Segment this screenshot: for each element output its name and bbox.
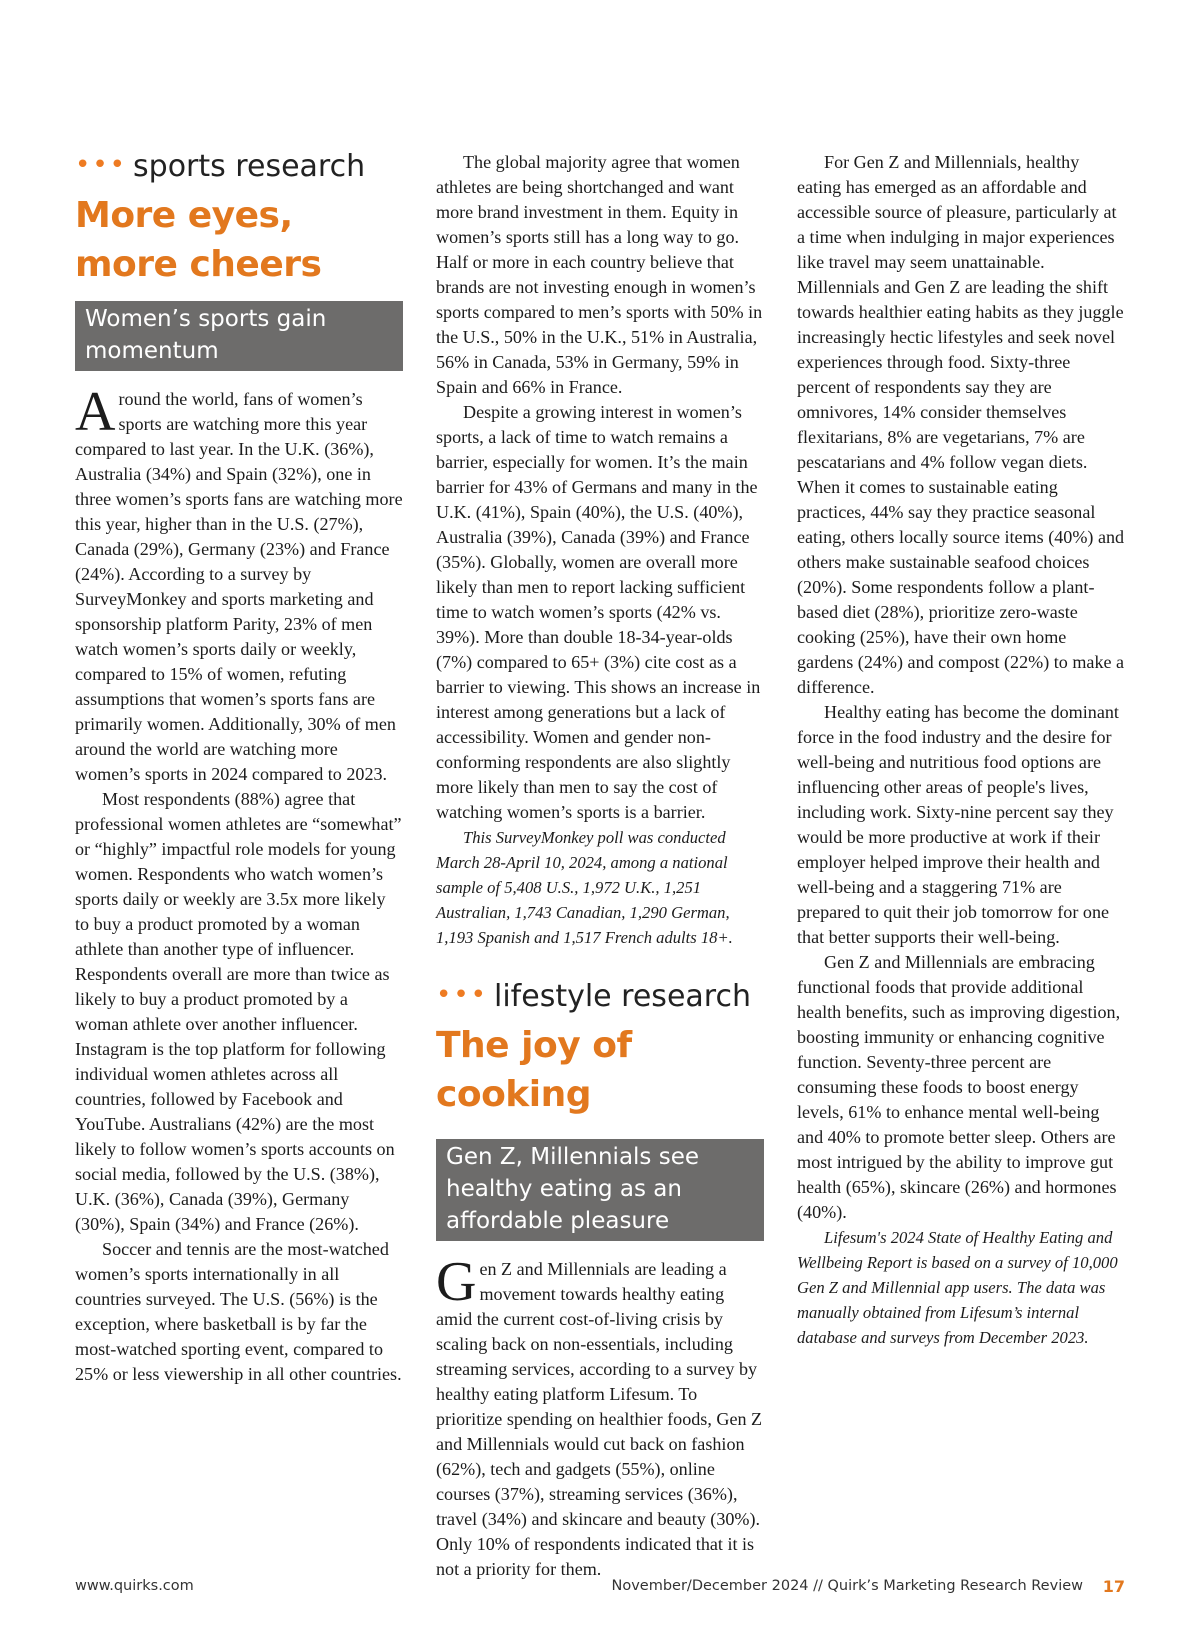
lifestyle-paragraph-3: Healthy eating has become the dominant force in the food industry and the desire for well-being and nutritious food options are influencing other areas of people's lives, including work. Sixty-nine percent say they would be more productive at work if their employer helped improve their health and well-being and a staggering 71% are prepared to quit their job tomorrow for one that better supports their well-being. <box>797 702 1119 947</box>
sports-paragraph-1 <box>75 381 403 787</box>
page-number: 17 <box>1102 1577 1125 1596</box>
sports-kicker-text: sports research <box>133 149 366 184</box>
lifestyle-headline: The joy of cooking <box>436 1025 632 1115</box>
lifestyle-body-part-2 <box>797 150 1125 1350</box>
column-3 <box>797 150 1125 1350</box>
lifestyle-dropcap: G <box>436 1251 477 1313</box>
sports-paragraph-2: Most respondents (88%) agree that professional women athletes are “somewhat” or “highly” impactful role models for young women. Respondents who watch women’s sports daily or weekly are 3.5x more likely to buy a product promoted by a woman athlete than another type of influencer. Respondents overall are more than twice as likely to buy a product promoted by a woman athlete over another influencer. Instagram is the top platform for following individual women athletes across all countries, followed by Facebook and YouTube. Australians (42%) are the most likely to follow women’s sports accounts on social media, followed by the U.S. (38%), U.K. (36%), Canada (39%), Germany (30%), Spain (34%) and France (26%). <box>75 789 402 1234</box>
footer-issue: November/December 2024 // Quirk’s Marketing Research Review <box>611 1578 1083 1594</box>
lifestyle-paragraph-1-text: en Z and Millennials are leading a movement towards healthy eating amid the current cost-of-living crisis by scaling back on non-essentials, including streaming services, according to a survey by healthy eating platform Lifesum. To prioritize spending on healthier foods, Gen Z and Millennials would cut back on fashion (62%), tech and gadgets (55%), online courses (37%), streaming services (36%), travel (34%) and skincare and beauty (30%). Only 10% of respondents indicated that it is not a priority for them. <box>436 1259 763 1579</box>
lifestyle-body-part-1 <box>436 1251 764 1582</box>
column-1 <box>75 150 403 1387</box>
lifestyle-paragraph-1 <box>436 1251 764 1582</box>
sports-dropcap: A <box>75 381 116 443</box>
sports-subhead: Women’s sports gain momentum <box>75 301 403 371</box>
sports-paragraph-5: Despite a growing interest in women’s sports, a lack of time to watch remains a barrier, especially for women. It’s the main barrier for 43% of Germans and many in the U.K. (41%), Spain (40%), the U.S. (40%), Australia (39%), Canada (39%) and France (35%). Globally, women are overall more likely than men to report lacking sufficient time to watch women’s sports (42% vs. 39%). More than double 18-34-year-olds (7%) compared to 65+ (3%) cite cost as a barrier to viewing. This shows an increase in interest among generations but a lack of accessibility. Women and gender non-conforming respondents are also slightly more likely than men to say the cost of watching women’s sports is a barrier. <box>436 402 761 822</box>
sports-body-part-1 <box>75 381 403 1387</box>
lifestyle-kicker <box>436 980 764 1013</box>
lifestyle-subhead: Gen Z, Millennials see healthy eating as an affordable pleasure <box>436 1139 764 1241</box>
sports-paragraph-3: Soccer and tennis are the most-watched women’s sports internationally in all countries surveyed. The U.S. (56%) is the exception, where basketball is by far the most-watched sporting event, compared to 25% or less viewership in all other countries. <box>75 1239 402 1384</box>
sports-paragraph-4: The global majority agree that women athletes are being shortchanged and want more brand investment in them. Equity in women’s sports still has a long way to go. Half or more in each country believe that brands are not investing enough in women’s sports compared to men’s sports with 50% in the U.S., 50% in the U.K., 51% in Australia, 56% in Canada, 53% in Germany, 59% in Spain and 66% in France. <box>436 152 763 397</box>
kicker-dots-icon: ••• <box>75 150 128 180</box>
sports-kicker <box>75 150 403 183</box>
lifestyle-methodology-note: Lifesum's 2024 State of Healthy Eating and Wellbeing Report is based on a survey of 10,000 Gen Z and Millennial app users. The data was manually obtained from Lifesum’s internal database and surveys from December 2023. <box>797 1228 1118 1347</box>
lifestyle-paragraph-2: For Gen Z and Millennials, healthy eating has emerged as an affordable and accessible source of pleasure, particularly at a time when indulging in major experiences like travel may seem unattainable. Millennials and Gen Z are leading the shift towards healthier eating habits as they juggle increasingly hectic lifestyles and seek novel experiences through food. Sixty-three percent of respondents say they are omnivores, 14% consider themselves flexitarians, 8% are vegetarians, 7% are pescatarians and 4% follow vegan diets. When it comes to sustainable eating practices, 44% say they practice seasonal eating, others locally source items (40%) and others make sustainable seafood choices (20%). Some respondents follow a plant-based diet (28%), prioritize zero-waste cooking (25%), have their own home gardens (24%) and compost (22%) to make a difference. <box>797 152 1125 697</box>
sports-body-part-2 <box>436 150 764 950</box>
sports-headline: More eyes, more cheers <box>75 195 322 285</box>
sports-methodology-note: This SurveyMonkey poll was conducted March 28-April 10, 2024, among a national sample of 5,408 U.S., 1,972 U.K., 1,251 Australian, 1,743 Canadian, 1,290 German, 1,193 Spanish and 1,517 French adults 18+. <box>436 828 733 947</box>
lifestyle-paragraph-4: Gen Z and Millennials are embracing functional foods that provide additional health benefits, such as improving digestion, boosting immunity or enhancing cognitive function. Seventy-three percent are consuming these foods to boost energy levels, 61% to enhance mental well-being and 40% to promote better sleep. Others are most intrigued by the ability to improve gut health (65%), skincare (26%) and hormones (40%). <box>797 952 1121 1222</box>
sports-paragraph-1-text: round the world, fans of women’s sports are watching more this year compared to last year. In the U.K. (36%), Australia (34%) and Spain (32%), one in three women’s sports fans are watching more this year, higher than in the U.S. (27%), Canada (29%), Germany (23%) and France (24%). According to a survey by SurveyMonkey and sports marketing and sponsorship platform Parity, 23% of men watch women’s sports daily or weekly, compared to 15% of women, refuting assumptions that women’s sports fans are primarily women. Additionally, 30% of men around the world are watching more women’s sports in 2024 compared to 2023. <box>75 389 403 784</box>
kicker-dots-icon: ••• <box>436 980 489 1010</box>
footer-url[interactable]: www.quirks.com <box>75 1578 194 1594</box>
column-2 <box>436 150 764 1582</box>
lifestyle-kicker-text: lifestyle research <box>494 979 751 1014</box>
